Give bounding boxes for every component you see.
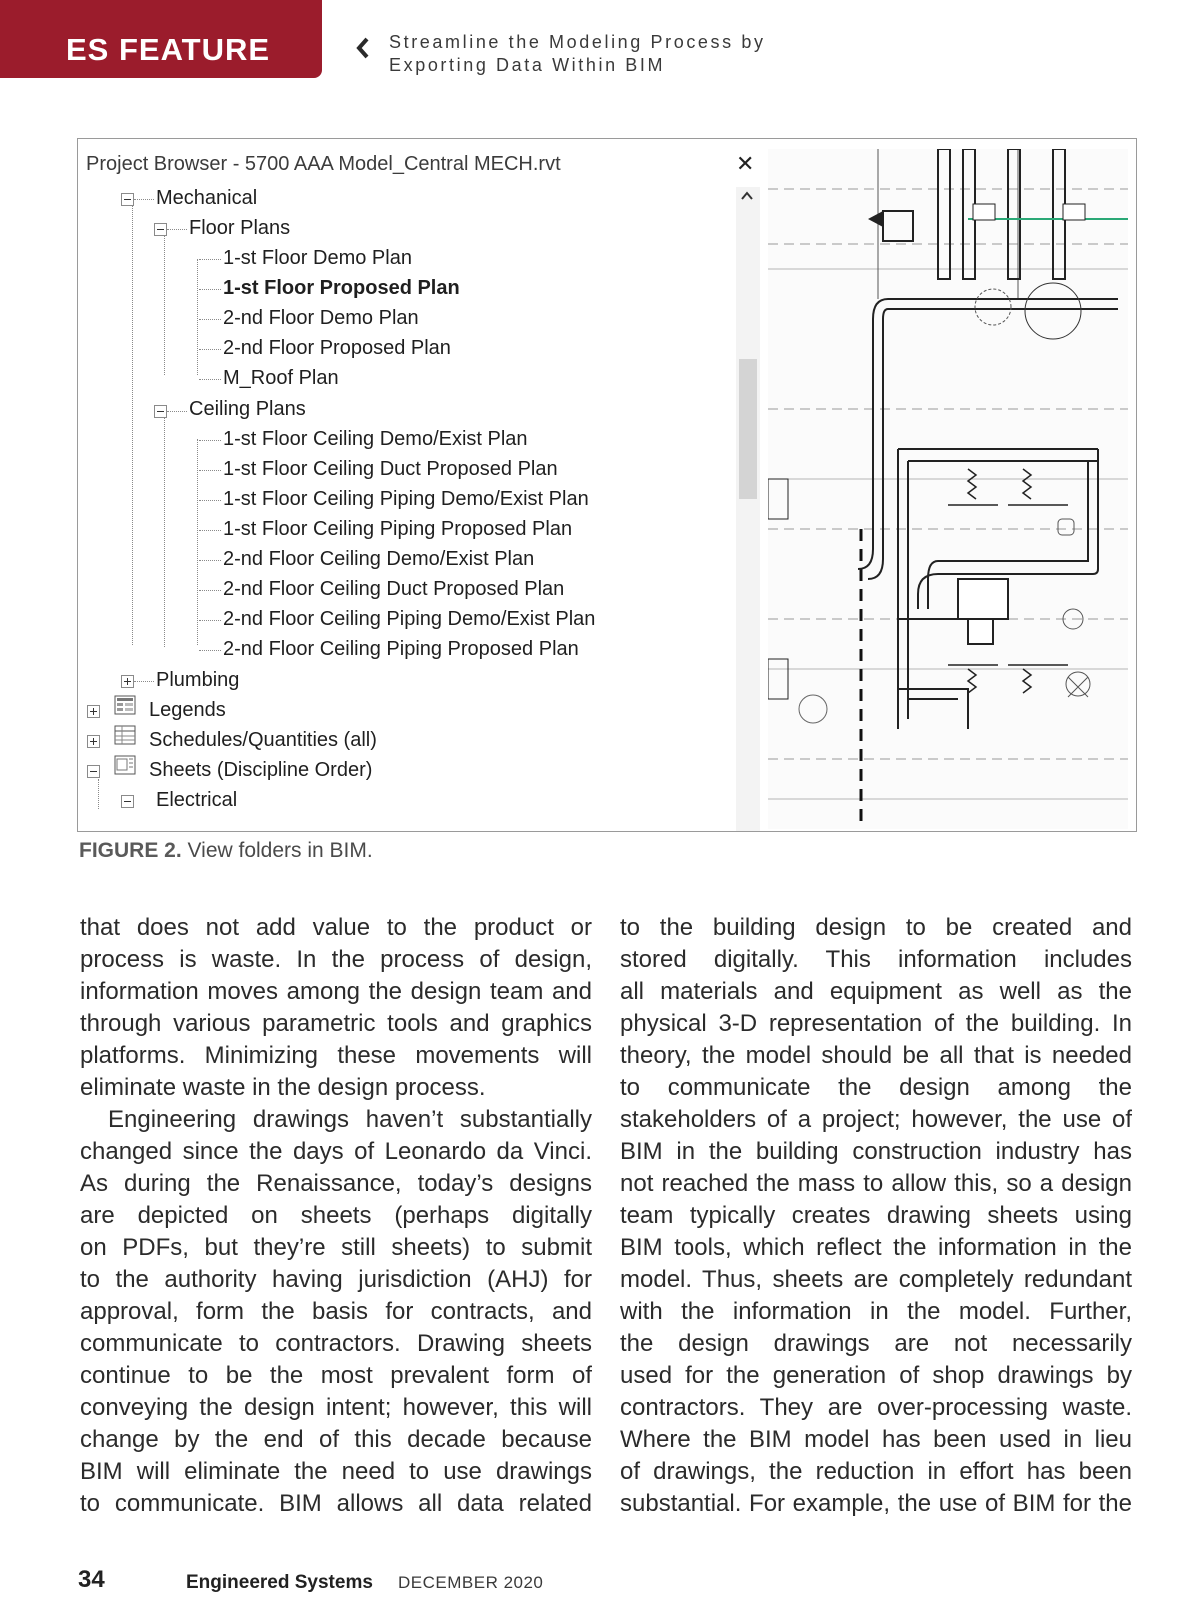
text-line: through various parametric tools and graphics	[80, 1010, 592, 1037]
tree-item-view[interactable]: 2-nd Floor Ceiling Demo/Exist Plan	[223, 548, 535, 570]
text-line: of drawings, the reduction in effort has been	[620, 1458, 1132, 1485]
running-head-line-1: Streamline the Modeling Process by	[389, 32, 766, 52]
collapse-icon[interactable]	[87, 765, 100, 778]
tree-line	[197, 259, 198, 375]
schedule-icon	[114, 725, 136, 745]
text-line: conveying the design intent; however, this will	[80, 1394, 592, 1421]
tree-item-view[interactable]: 1-st Floor Ceiling Piping Proposed Plan	[223, 518, 573, 540]
tree-line	[199, 379, 221, 380]
text-line: changed since the days of Leonardo da Vinci.	[80, 1138, 592, 1165]
tree-line	[199, 620, 221, 621]
tree-item-mechanical[interactable]: Mechanical	[156, 187, 258, 209]
tree-item-electrical[interactable]: Electrical	[156, 789, 238, 811]
text-line: that does not add value to the product or	[80, 914, 592, 941]
text-line: contractors. They are over-processing waste.	[620, 1394, 1132, 1421]
issue-date: DECEMBER 2020	[398, 1573, 544, 1592]
collapse-icon[interactable]	[121, 795, 134, 808]
tree-item-view[interactable]: 2-nd Floor Ceiling Piping Proposed Plan	[223, 638, 579, 660]
tree-line	[199, 349, 221, 350]
tree-line	[98, 779, 99, 809]
figure-caption-text: View folders in BIM.	[181, 839, 373, 862]
tree-line	[134, 199, 154, 200]
figure-screenshot	[77, 138, 1137, 832]
body-column-right	[620, 912, 1132, 1520]
page-number: 34	[78, 1566, 105, 1593]
tree-line	[167, 229, 187, 230]
text-line: Engineering drawings haven’t substantially	[108, 1106, 592, 1133]
body-column-left	[80, 912, 592, 1520]
text-line: change by the end of this decade because	[80, 1426, 592, 1453]
tree-item-plumbing[interactable]: Plumbing	[156, 669, 240, 691]
tree-line	[132, 205, 133, 645]
scrollbar-thumb[interactable]	[739, 359, 757, 499]
collapse-icon[interactable]	[121, 193, 134, 206]
section-tag	[0, 0, 322, 78]
tree-line	[164, 235, 165, 375]
text-line: BIM in the building construction industry has	[620, 1138, 1132, 1165]
text-line: to communicate the design among the	[620, 1074, 1132, 1101]
text-line: BIM will eliminate the need to use drawings	[80, 1458, 592, 1485]
text-line: on PDFs, but they’re still sheets) to submit	[80, 1234, 592, 1261]
text-line: with the information in the model. Further,	[620, 1298, 1132, 1325]
text-line: approval, form the basis for contracts, and	[80, 1298, 592, 1325]
tree-line	[199, 560, 221, 561]
text-line: eliminate waste in the design process.	[80, 1074, 486, 1101]
running-head[interactable]	[389, 31, 766, 77]
text-line: Where the BIM model has been used in lieu	[620, 1426, 1132, 1453]
tree-item-sheets[interactable]: Sheets (Discipline Order)	[149, 759, 373, 781]
text-line: the design drawings are not necessarily	[620, 1330, 1132, 1357]
tree-line	[199, 500, 221, 501]
tree-line	[134, 681, 154, 682]
close-icon[interactable]: ✕	[736, 151, 755, 176]
tree-item-view[interactable]: 1-st Floor Ceiling Demo/Exist Plan	[223, 428, 528, 450]
collapse-icon[interactable]	[154, 405, 167, 418]
tree-line	[199, 259, 221, 260]
tree-line	[199, 440, 221, 441]
scroll-up-icon[interactable]	[740, 189, 754, 203]
text-line: are depicted on sheets (perhaps digitally	[80, 1202, 592, 1229]
text-line: all materials and equipment as well as the	[620, 978, 1132, 1005]
tree-item-view[interactable]: 2-nd Floor Ceiling Piping Demo/Exist Plan	[223, 608, 596, 630]
text-line: stored digitally. This information includes	[620, 946, 1132, 973]
tree-item-view-active[interactable]: 1-st Floor Proposed Plan	[223, 277, 460, 299]
tree-line	[199, 650, 221, 651]
collapse-icon[interactable]	[154, 223, 167, 236]
tree-item-view[interactable]: 1-st Floor Ceiling Duct Proposed Plan	[223, 458, 558, 480]
tree-line	[164, 417, 165, 647]
project-browser-title: Project Browser - 5700 AAA Model_Central MECH.rvt	[86, 153, 561, 175]
tree-item-legends[interactable]: Legends	[149, 699, 226, 721]
tree-item-view[interactable]: M_Roof Plan	[223, 367, 339, 389]
text-line: As during the Renaissance, today’s designs	[80, 1170, 592, 1197]
magazine-name: Engineered Systems	[186, 1572, 373, 1593]
tree-line	[199, 470, 221, 471]
figure-label: FIGURE 2.	[79, 839, 182, 862]
tree-item-floor-plans[interactable]: Floor Plans	[189, 217, 291, 239]
expand-icon[interactable]	[87, 735, 100, 748]
text-line: stakeholders of a project; however, the use of	[620, 1106, 1132, 1133]
text-line: substantial. For example, the use of BIM for the	[620, 1490, 1132, 1517]
text-line: continue to be the most prevalent form of	[80, 1362, 592, 1389]
text-line: model. Thus, sheets are completely redundant	[620, 1266, 1132, 1293]
tree-item-view[interactable]: 2-nd Floor Ceiling Duct Proposed Plan	[223, 578, 565, 600]
tree-item-ceiling-plans[interactable]: Ceiling Plans	[189, 398, 306, 420]
tree-item-view[interactable]: 2-nd Floor Proposed Plan	[223, 337, 451, 359]
chevron-left-icon[interactable]	[352, 34, 374, 62]
text-line: information moves among the design team and	[80, 978, 592, 1005]
text-line: theory, the model should be all that is needed	[620, 1042, 1132, 1069]
section-tag-label: ES FEATURE	[66, 32, 271, 67]
tree-line	[197, 439, 198, 645]
text-line: physical 3-D representation of the building. In	[620, 1010, 1132, 1037]
tree-line	[199, 319, 221, 320]
text-line: used for the generation of shop drawings by	[620, 1362, 1132, 1389]
tree-item-view[interactable]: 2-nd Floor Demo Plan	[223, 307, 419, 329]
text-line: communicate to contractors. Drawing sheets	[80, 1330, 592, 1357]
expand-icon[interactable]	[87, 705, 100, 718]
tree-item-schedules[interactable]: Schedules/Quantities (all)	[149, 729, 377, 751]
text-line: platforms. Minimizing these movements will	[80, 1042, 592, 1069]
tree-line	[167, 411, 187, 412]
text-line: process is waste. In the process of design,	[80, 946, 592, 973]
text-line: to the authority having jurisdiction (AHJ) for	[80, 1266, 592, 1293]
figure-caption	[79, 839, 373, 863]
scrollbar-track[interactable]	[736, 187, 760, 831]
legend-icon	[114, 695, 136, 715]
tree-line	[199, 590, 221, 591]
ceiling-plan-drawing	[768, 149, 1128, 829]
tree-line	[199, 289, 221, 290]
text-line: not reached the mass to allow this, so a design	[620, 1170, 1132, 1197]
text-line: BIM tools, which reflect the information in the	[620, 1234, 1132, 1261]
tree-line	[199, 530, 221, 531]
sheet-icon	[114, 755, 136, 775]
tree-item-view[interactable]: 1-st Floor Demo Plan	[223, 247, 412, 269]
tree-item-view[interactable]: 1-st Floor Ceiling Piping Demo/Exist Plan	[223, 488, 589, 510]
text-line: team typically creates drawing sheets using	[620, 1202, 1132, 1229]
project-browser-panel	[78, 139, 761, 831]
running-head-line-2: Exporting Data Within BIM	[389, 55, 666, 75]
text-line: to communicate. BIM allows all data related	[80, 1490, 592, 1517]
expand-icon[interactable]	[121, 675, 134, 688]
text-line: to the building design to be created and	[620, 914, 1132, 941]
